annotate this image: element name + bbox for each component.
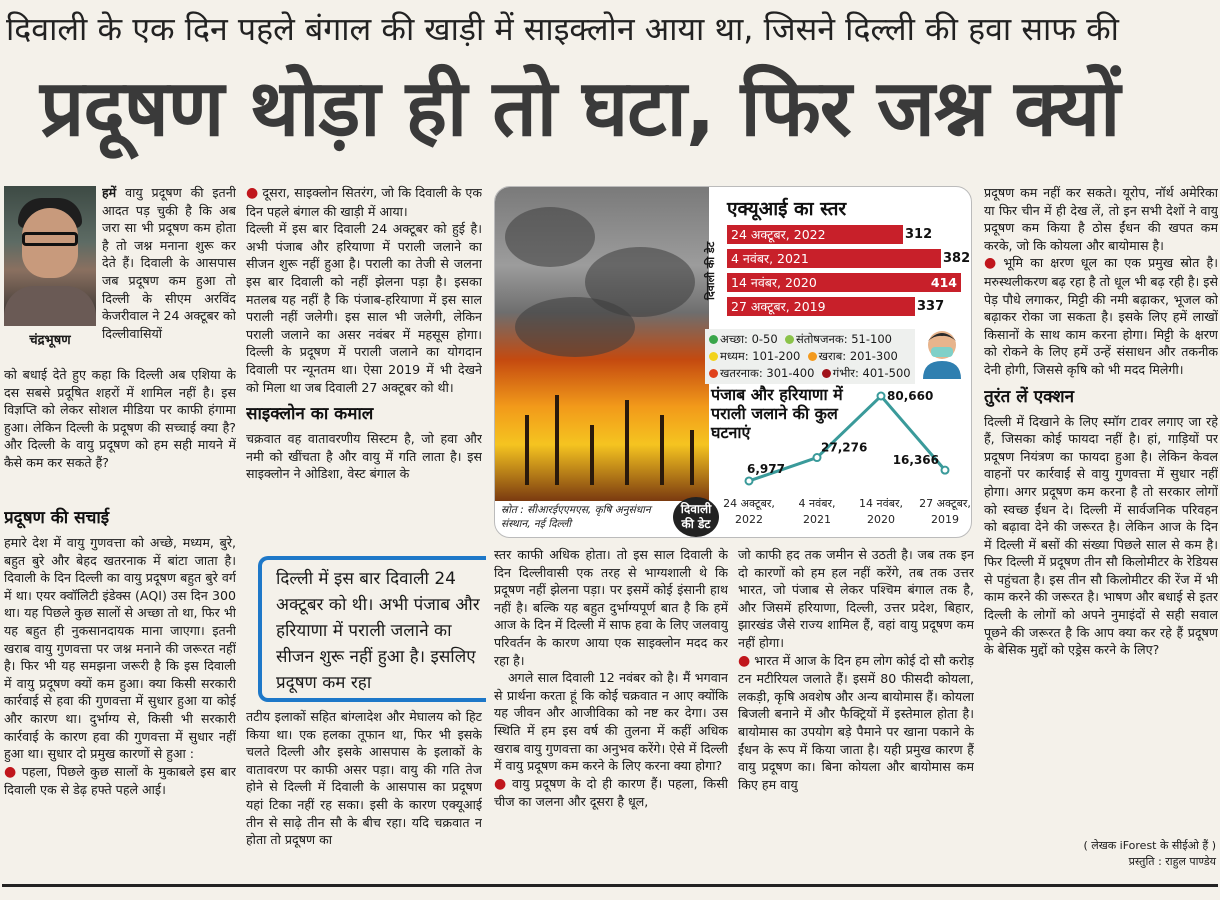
legend-moderate: मध्यम: 101-200 <box>720 349 801 363</box>
stubble-fire-image <box>495 187 709 501</box>
fire-value-label-3: 16,366 <box>892 453 939 468</box>
bullet-5: भूमि का क्षरण धूल का एक प्रमुख स्रोत है। मरुस्थलीकरण बढ़ रहा है तो धूल भी बढ़ रही है। इसे पेड़ पौधे लगाकर, मिट्टी की नमी बढ़ाकर, भूजल को बढ़ाकर रोका जा सकता है। इसके लिए हमें लाखों किसानों के साथ काम करना होगा। मिट्टी के क्षरण को रोकने के लिए हमें उन्हें संसाधन और तकनीक देनी होगी, जिससे कृषि को भी मदद मिलेगी। <box>984 255 1218 377</box>
subhead-action: तुरंत लें एक्शन <box>984 386 1075 407</box>
pull-quote: दिल्ली में इस बार दिवाली 24 अक्टूबर को थी। अभी पंजाब और हरियाणा में पराली जलाने का सीजन शुरू नहीं हुआ है। इसलिए प्रदूषण कम रहा <box>258 556 486 702</box>
subhead-cyclone: साइक्लोन का कमाल <box>246 404 374 425</box>
fire-value-label-0: 6,977 <box>747 461 785 476</box>
presented-by: प्रस्तुति : राहुल पाण्डेय <box>1128 855 1216 868</box>
body-7: जो काफी हद तक जमीन से उठती है। जब तक इन दो कारणों को हम हल नहीं करेंगे, तब तक उत्तर भारत, जो पंजाब से लेकर पश्चिम बंगाल तक है, और जिसमें हरियाणा, दिल्ली, उत्तर प्रदेश, बिहार, झारखंड जैसे राज्य शामिल हैं, वहां वायु प्रदूषण कम नहीं होगा। <box>738 547 974 650</box>
fire-point-0 <box>746 477 753 484</box>
aqi-value-2019: 337 <box>917 299 945 314</box>
intro-narrow-text: वायु प्रदूषण की इतनी आदत पड़ चुकी है कि अब जरा सा भी प्रदूषण कम होता है तो जश्न मनाना शुरू कर देते हैं। दिवाली के आसपास जब प्रदूषण कम हुआ तो दिल्ली के सीएम अरविंद केजरीवाल ने 24 अक्टूबर को दिल्लीवासियों <box>102 185 236 341</box>
bullet-4: भारत में आज के दिन हम लोग कोई दो सौ करोड़ टन मटीरियल जलाते हैं। इसमें 80 फीसदी कोयला, लकड़ी, कृषि अवशेष और अन्य बायोमास हैं। कोयला बिजली बनाने में और फैक्ट्रियों में इस्तेमाल होता है। बायोमास का उपयोग बड़े पैमाने पर खाना पकाने के ईंधन के रूप में किया जाता है। यही प्रमुख कारण हैं वायु प्रदूषण का। बिना कोयला और बायोमास कम किए हम वायु <box>738 652 974 792</box>
column-4: जो काफी हद तक जमीन से उठती है। जब तक इन दो कारणों को हम हल नहीं करेंगे, तब तक उत्तर भारत, जो पंजाब से लेकर पश्चिम बंगाल तक है, और जिसमें हरियाणा, दिल्ली, उत्तर प्रदेश, बिहार, झारखंड जैसे राज्य शामिल हैं, वहां वायु प्रदूषण कम नहीं होगा। ● भारत में आज के दिन हम लोग कोई दो सौ करोड़ टन मटीरियल जलाते हैं। इसमें 80 फीसदी कोयला, लकड़ी, कृषि अवशेष और अन्य बायोमास हैं। कोयला बिजली बनाने में और फैक्ट्रियों में इस्तेमाल होता है। बायोमास का उपयोग बड़े पैमाने पर खाना पकाने के ईंधन के रूप में किया जाता है। यही प्रमुख कारण हैं वायु प्रदूषण का। बिना कोयला और बायोमास कम किए हम वायु <box>738 547 974 792</box>
bottom-rule <box>2 884 1218 887</box>
aqi-bar-2019: 27 अक्टूबर, 2019 <box>727 297 915 316</box>
legend-hazardous: खतरनाक: 301-400 <box>720 366 815 380</box>
fire-value-label-1: 27,276 <box>821 440 868 455</box>
fire-category-year-1: 2021 <box>803 513 831 526</box>
aqi-side-label: दिवाली की डेट <box>704 241 717 301</box>
aqi-label-2020: 14 नवंबर, 2020 <box>731 275 817 290</box>
legend-satisfactory: संतोषजनक: 51-100 <box>796 332 892 346</box>
fire-category-year-2: 2020 <box>867 513 895 526</box>
bullet-1: पहला, पिछले कुछ सालों के मुकाबले इस बार दिवाली एक से डेढ़ हफ्ते पहले आई। <box>4 763 236 798</box>
fire-incidents-chart <box>709 383 972 538</box>
aqi-value-2022: 312 <box>905 227 933 242</box>
fire-value-label-2: 80,660 <box>887 389 934 404</box>
legend-poor: खराब: 201-300 <box>818 349 898 363</box>
author-photo <box>4 186 96 326</box>
body-4: तटीय इलाकों सहित बांग्लादेश और मेघालय को हिट किया था। एक हलका तूफान था, फिर भी इसके चलते दिल्ली और इसके आसपास के इलाकों के वातावरण पर काफी असर पड़ा। वायु की गति तेज होने से दिल्ली में दिवाली के आसपास का प्रदूषण यहां टिका नहीं रह सका। इसी के कारण एक्यूआई तीन से साढ़े तीन सौ के बीच रहा। यदि चक्रवात न होता तो प्रदूषण का <box>246 709 482 848</box>
credits <box>990 838 1216 870</box>
fire-chart-title: पंजाब और हरियाणा में पराली जलाने की कुल घटनाएं <box>711 385 843 442</box>
source-note: स्रोत : सीआरईएएमएस, कृषि अनुसंधान संस्थान, नई दिल्ली <box>501 504 651 530</box>
infographic <box>494 186 972 538</box>
masked-child-icon <box>919 327 965 379</box>
fire-point-1 <box>814 454 821 461</box>
intro-narrow <box>102 184 236 366</box>
aqi-value-2021: 382 <box>943 251 971 266</box>
kicker: दिवाली के एक दिन पहले बंगाल की खाड़ी में साइक्लोन आया था, जिसने दिल्ली की हवा साफ की <box>6 10 1119 48</box>
legend-good: अच्छा: 0-50 <box>720 332 778 346</box>
fire-category-label-3: 27 अक्टूबर, <box>919 497 971 510</box>
intro-wide: को बधाई देते हुए कहा कि दिल्ली अब एशिया के दस सबसे प्रदूषित शहरों में शामिल नहीं है। इस विज्ञप्ति को लेकर सोशल मीडिया पर काफी हंगामा हुआ। लेकिन दिल्ली के प्रदूषण की सच्चाई क्या है? और दिल्ली के वायु प्रदूषण को हम सही मायने में कैसे कम कर सकते हैं? <box>4 367 236 470</box>
column-2-top: ● दूसरा, साइक्लोन सितरंग, जो कि दिवाली के एक दिन पहले बंगाल की खाड़ी में आया। दिल्ली में इस बार दिवाली 24 अक्टूबर को हुई है। अभी पंजाब और हरियाणा में पराली जलाने का सीजन शुरू नहीं हुआ है। पराली का तेजी से जलना इस बार दिवाली को नहीं झेलना पड़ा है। इसका मतलब यह नहीं है कि पंजाब-हरियाणा में इस साल पराली नहीं जलेगी। इस साल भी जलेगी, लेकिन पराली जलाने का असर नवंबर में महसूस होगा। दिल्ली के प्रदूषण में पराली जलाने का योगदान दिवाली पर न्यूनतम था। ऐसा 2019 में भी देखने को मिला था जब दिवाली 27 अक्टूबर को थी। साइक्लोन का कमाल चक्रवात वह वातावरणीय सिस्टम है, जो हवा और नमी को खींचता है और वायु में गति लाता है। इस साइक्लोन ने ओडिशा, वेस्ट बंगाल के <box>246 185 482 482</box>
body-3: चक्रवात वह वातावरणीय सिस्टम है, जो हवा और नमी को खींचता है और वायु में गति लाता है। इस साइक्लोन ने ओडिशा, वेस्ट बंगाल के <box>246 431 482 482</box>
fire-category-label-2: 14 नवंबर, <box>859 497 903 510</box>
aqi-bar-2020 <box>727 273 961 292</box>
fire-point-3 <box>942 467 949 474</box>
author-credit: ( लेखक iForest के सीईओ हैं ) <box>1083 839 1216 852</box>
column-1: प्रदूषण की सचाई हमारे देश में वायु गुणवत्ता को अच्छे, मध्यम, बुरे, बहुत बुरे और बेहद खतरनाक में बांटा जाता है। दिवाली के दिन दिल्ली का वायु प्रदूषण बहुत बुरे वर्ग में था। एयर क्वॉलिटी इंडेक्स (AQI) उस दिन 300 था। यह पिछले कुछ सालों से अच्छा तो था, फिर भी यह बहुत ही नुकसानदायक माना जाएगा। इतनी खराब वायु गुणवत्ता पर जश्न मनाने की जरूरत नहीं है। फिर भी यह समझना जरूरी है कि इस दिवाली में वायु प्रदूषण क्यों कम हुआ। क्या किसी सरकारी कार्रवाई से हवा की गुणवत्ता में सुधार हुआ या कोई और कारण था। दुर्भाग्य से, किसी भी सरकारी कार्रवाई के कारण हवा की गुणवत्ता में सुधार नहीं हुआ था। सुधार दो प्रमुख कारणों से हुआ : ● पहला, पिछले कुछ सालों के मुकाबले इस बार दिवाली एक से डेढ़ हफ्ते पहले आई। <box>4 508 236 798</box>
column-3: स्तर काफी अधिक होता। तो इस साल दिवाली के दिन दिल्लीवासी एक तरह से भाग्यशाली थे कि प्रदूषण नहीं झेलना पड़ा। पर इसमें कोई इंसानी हाथ नहीं है। बल्कि यह बहुत दुर्भाग्यपूर्ण बात है कि हमें आज के दिन में दिल्ली में साफ हवा के लिए जलवायु परिवर्तन के कारण आया एक साइक्लोन मदद कर रहा है। अगले साल दिवाली 12 नवंबर को है। मैं भगवान से प्रार्थना करता हूं कि कोई चक्रवात न आए क्योंकि यह जीवन और आजीविका को नष्ट कर देगा। उस स्थिति में हम इस वर्ष की तुलना में कहीं अधिक खराब वायु गुणवत्ता का अनुभव करेंगे। ऐसे में दिल्ली में वायु प्रदूषण कम करने के लिए करना क्या होगा? ● वायु प्रदूषण के दो ही कारण हैं। पहला, किसी चीज का जलना और दूसरा है धूल, <box>494 547 728 810</box>
author-name: चंद्रभूषण <box>29 333 71 348</box>
aqi-bar-2021: 4 नवंबर, 2021 <box>727 249 941 268</box>
aqi-legend <box>705 329 915 384</box>
headline: प्रदूषण थोड़ा ही तो घटा, फिर जश्न क्यों <box>40 64 1120 154</box>
aqi-bar-2022: 24 अक्टूबर, 2022 <box>727 225 903 244</box>
fire-category-label-1: 4 नवंबर, <box>798 497 836 510</box>
column-5: प्रदूषण कम नहीं कर सकते। यूरोप, नॉर्थ अमेरिका या फिर चीन में ही देख लें, तो इन सभी देशों ने वायु प्रदूषण कम किया है ठोस ईंधन की खपत कम करके, जो कि कोयला और बायोमास है। ● भूमि का क्षरण धूल का एक प्रमुख स्रोत है। मरुस्थलीकरण बढ़ रहा है तो धूल भी बढ़ रही है। इसे पेड़ पौधे लगाकर, मिट्टी की नमी बढ़ाकर, भूजल को बढ़ाकर रोका जा सकता है। इसके लिए हमें लाखों किसानों के साथ काम करना होगा। मिट्टी के क्षरण को रोकने के लिए हमें उन्हें संसाधन और तकनीक देनी होगी, जिससे कृषि को भी मदद मिलेगी। तुरंत लें एक्शन दिल्ली में दिखाने के लिए स्मॉग टावर लगाए जा रहे हैं, जिसका कोई फायदा नहीं है। हां, गाड़ियों पर प्रदूषण नियंत्रण का फायदा हुआ है। लेकिन केवल वाहनों पर कार्रवाई से वायु गुणवत्ता में सुधार नहीं होगा। अगर प्रदूषण कम करना है तो सरकार लोगों को स्वच्छ ईंधन दे। दिल्ली में सार्वजनिक परिवहन को बढ़ावा देने की जरूरत है। लेकिन आज के दिन में दिल्ली में बसों की संख्या पिछले साल से कम है। फिर दिल्ली में प्रदूषण तीन सौ किलोमीटर के रेडियस से पहुंचता है। इस तीन सौ किलोमीटर की रेंज में भी काम करने की जरूरत है। भाषण और बधाई से इतर दिल्ली के लोगों को अपने नुमाइंदों से सही सवाल पूछने की जरूरत है कि आप क्या कर रहे हैं प्रदूषण के बेसिक मुद्दों को एड्रेस करने के लिए? <box>984 185 1218 658</box>
body-6: अगले साल दिवाली 12 नवंबर को है। मैं भगवान से प्रार्थना करता हूं कि कोई चक्रवात न आए क्योंकि यह जीवन और आजीविका को नष्ट कर देगा। उस स्थिति में हम इस वर्ष की तुलना में कहीं अधिक खराब वायु गुणवत्ता का अनुभव करेंगे। ऐसे में दिल्ली में वायु प्रदूषण कम करने के लिए करना क्या होगा? <box>494 670 728 774</box>
body-9: दिल्ली में दिखाने के लिए स्मॉग टावर लगाए जा रहे हैं, जिसका कोई फायदा नहीं है। हां, गाड़ियों पर प्रदूषण नियंत्रण का फायदा हुआ है। लेकिन केवल वाहनों पर कार्रवाई से वायु गुणवत्ता में सुधार नहीं होगा। अगर प्रदूषण कम करना है तो सरकार लोगों को स्वच्छ ईंधन दे। दिल्ली में सार्वजनिक परिवहन को बढ़ावा देने की जरूरत है। लेकिन आज के दिन में दिल्ली में बसों की संख्या पिछले साल से कम है। फिर दिल्ली में प्रदूषण तीन सौ किलोमीटर के रेडियस से पहुंचता है। इस तीन सौ किलोमीटर की रेंज में भी काम करने की जरूरत है। भाषण और बधाई से इतर दिल्ली के लोगों को अपने नुमाइंदों से सही सवाल पूछने की जरूरत है कि आप क्या कर रहे हैं प्रदूषण के बेसिक मुद्दों को एड्रेस करने के लिए? <box>984 413 1218 658</box>
body-5: स्तर काफी अधिक होता। तो इस साल दिवाली के दिन दिल्लीवासी एक तरह से भाग्यशाली थे कि प्रदूषण नहीं झेलना पड़ा। पर इसमें कोई इंसानी हाथ नहीं है। बल्कि यह बहुत दुर्भाग्यपूर्ण बात है कि हमें आज के दिन में दिल्ली में साफ हवा के लिए जलवायु परिवर्तन के कारण आया एक साइक्लोन मदद कर रहा है। <box>494 547 728 668</box>
bullet-2: दूसरा, साइक्लोन सितरंग, जो कि दिवाली के एक दिन पहले बंगाल की खाड़ी में आया। <box>246 185 482 219</box>
fire-category-label-0: 24 अक्टूबर, <box>723 497 775 510</box>
legend-dot <box>709 335 718 344</box>
intro-lead: हमें <box>102 185 117 200</box>
subhead-truth: प्रदूषण की सचाई <box>4 508 110 528</box>
aqi-title: एक्यूआई का स्तर <box>727 198 847 220</box>
diwali-date-badge: दिवाली की डेट <box>673 497 719 537</box>
aqi-value-2020: 414 <box>930 275 957 290</box>
fire-point-2 <box>878 393 885 400</box>
bullet-3: वायु प्रदूषण के दो ही कारण हैं। पहला, किसी चीज का जलना और दूसरा है धूल, <box>494 775 728 810</box>
body-2: दिल्ली में इस बार दिवाली 24 अक्टूबर को हुई है। अभी पंजाब और हरियाणा में पराली जलाने का सीजन शुरू नहीं हुआ है। पराली का तेजी से जलना इस बार दिवाली को नहीं झेलना पड़ा है। इसका मतलब यह नहीं है कि पंजाब-हरियाणा में इस साल पराली नहीं जलेगी। इस साल भी जलेगी, लेकिन पराली जलाने का असर नवंबर में महसूस होगा। दिल्ली के प्रदूषण में पराली जलाने का योगदान दिवाली पर न्यूनतम था। ऐसा 2019 में भी देखने को मिला था जब दिवाली 27 अक्टूबर को थी। <box>246 221 482 395</box>
legend-severe: गंभीर: 401-500 <box>832 366 911 380</box>
fire-category-year-3: 2019 <box>931 513 959 526</box>
body-8: प्रदूषण कम नहीं कर सकते। यूरोप, नॉर्थ अमेरिका या फिर चीन में ही देख लें, तो इन सभी देशों ने वायु प्रदूषण कम किया है ठोस ईंधन की खपत कम करके, जो कि कोयला और बायोमास है। <box>984 185 1218 253</box>
fire-category-year-0: 2022 <box>735 513 763 526</box>
body-1: हमारे देश में वायु गुणवत्ता को अच्छे, मध्यम, बुरे, बहुत बुरे और बेहद खतरनाक में बांटा जाता है। दिवाली के दिन दिल्ली का वायु प्रदूषण बहुत बुरे वर्ग में था। एयर क्वॉलिटी इंडेक्स (AQI) उस दिन 300 था। यह पिछले कुछ सालों से अच्छा तो था, फिर भी यह बहुत ही नुकसानदायक माना जाएगा। इतनी खराब वायु गुणवत्ता पर जश्न मनाने की जरूरत नहीं है। फिर भी यह समझना जरूरी है कि इस दिवाली में वायु प्रदूषण क्यों कम हुआ। क्या किसी सरकारी कार्रवाई से हवा की गुणवत्ता में सुधार हुआ या कोई और कारण था। दुर्भाग्य से, किसी भी सरकारी कार्रवाई के कारण हवा की गुणवत्ता में सुधार नहीं हुआ था। सुधार दो प्रमुख कारणों से हुआ : <box>4 535 236 762</box>
